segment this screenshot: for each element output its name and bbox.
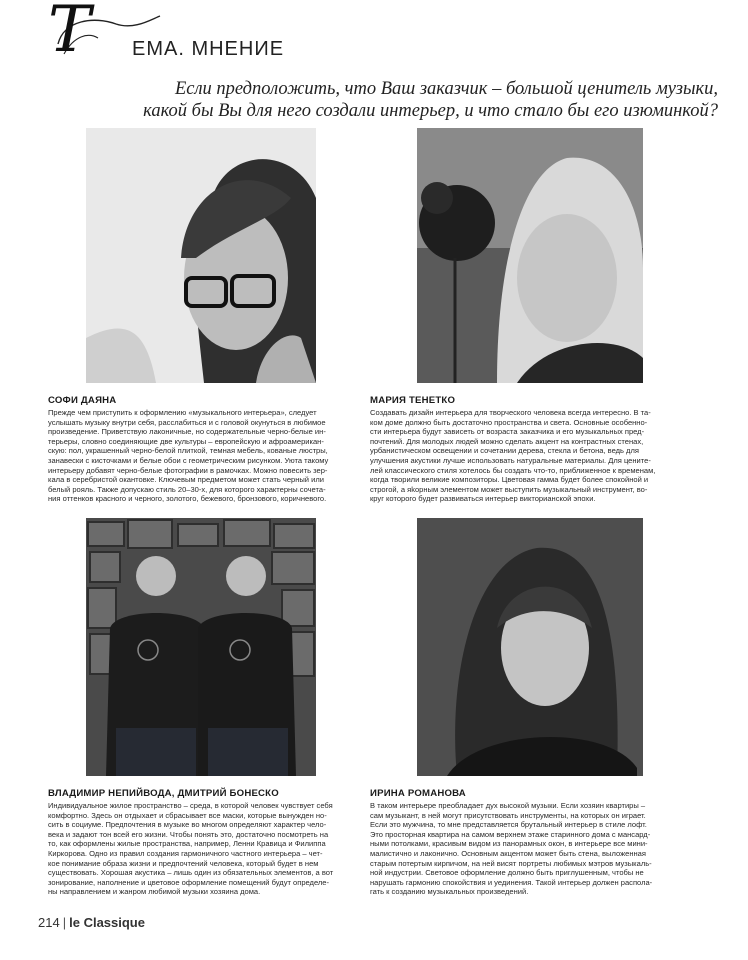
page-footer [38, 915, 145, 930]
profile-irina-romanova [370, 788, 688, 897]
profile-name: СОФИ ДАЯНА [48, 395, 117, 406]
text-line: ком доме должно быть достаточно пространства и света. Основные особенно- [370, 417, 648, 427]
text-line: занавески с кисточками и белые обои с геометрическим рисунком. Уюта такому [48, 455, 329, 465]
section-title: ЕМА. МНЕНИЕ [132, 38, 285, 60]
profile-text [370, 801, 688, 897]
text-line: зонирование, наполнение и цветовое оформление помещений будут определе- [48, 877, 330, 887]
text-line: существовать. Хорошая акустика – лишь один из обязательных элементов, а вот [48, 868, 334, 878]
footer-separator: | [62, 915, 67, 930]
text-line: Киркорова. Одно из правил создания гармоничного частного интерьера – чет- [48, 848, 323, 858]
text-line: ными потолками, красивым видом из панорамных окон, в интерьере все мини- [370, 839, 648, 849]
text-line: услышать музыку внутри себя, расслабиться и с головой окунуться в любимое [48, 417, 326, 427]
text-line: В таком интерьере преобладает дух высокой музыки. Если хозяин квартиры – [370, 801, 646, 810]
text-line: Создавать дизайн интерьера для творческого человека всегда интересно. В та- [370, 408, 651, 417]
text-line: произведение. Приветствую лаконичные, но содержательные черно-белые ин- [48, 427, 326, 437]
magazine-brand-name: Classique [83, 915, 145, 930]
question-line: Если предположить, что Ваш заказчик – большой ценитель музыки, [174, 79, 718, 99]
text-line: улучшения акустики лучше использовать натуральные материалы. Для цените- [370, 455, 651, 465]
text-line: когда творили великие композиторы. Цветовая гамма будет более спокойной и [370, 475, 649, 485]
profile-name: МАРИЯ ТЕНЕТКО [370, 395, 456, 406]
text-line: интерьеру добавят черно-белые фотографии в рамочках. Можно повесить зер- [48, 465, 328, 475]
text-line: лей классического стиля хотелось бы создать что-то, приближенное к временам, [370, 465, 656, 475]
text-line: скую: пол, украшенный черно-белой плиткой, темная мебель, кованые люстры, [48, 446, 328, 456]
text-line: Если это мужчина, то мне представляется брутальный интерьер в стиле лофт. [370, 820, 647, 830]
profile-text [48, 801, 364, 897]
text-line: строгой, а яkорным элементом может выступить музыкальный инструмент, во- [370, 484, 648, 494]
text-line: урбанистическом освещении и сочетании дерева, стекла и бетона, ведь для [370, 446, 639, 456]
question-line: какой бы Вы для него создали интерьер, и что стало бы его изюминкой? [143, 101, 718, 121]
portrait-photo-nepiyvoda-bonesko [86, 518, 316, 776]
text-line: терьеры, словно соединяющие две культуры – европейскую и афроамерикан- [48, 436, 324, 446]
text-line: Индивидуальное жилое пространство – среда, в которой человек чувствует себя [48, 801, 333, 810]
portrait-photo-maria-tenetko [417, 128, 643, 383]
text-line: гать к созданию музыкальных произведений. [370, 887, 529, 897]
profile-sofi-dayana [48, 395, 364, 504]
profile-text [370, 408, 688, 504]
text-line: нарушать гармонию спокойствия и уединения. Такой интерьер должен распола- [370, 877, 653, 887]
text-line: сить в социуме. Предпочтения в музыке во многом определяют характер чело- [48, 820, 327, 830]
portrait-photo-sofi-dayana [86, 128, 316, 383]
section-initial: Т [48, 0, 91, 67]
magazine-brand-prefix: le [69, 915, 80, 930]
profile-name: ВЛАДИМИР НЕПИЙВОДА, ДМИТРИЙ БОНЕСКО [48, 788, 279, 799]
profile-nepiyvoda-bonesko [48, 788, 364, 897]
text-line: ния оттенков красного и черного, золотого, бежевого, бронзового, коричневого. [48, 494, 327, 504]
portrait-photo-irina-romanova [417, 518, 643, 776]
profile-name: ИРИНА РОМАНОВА [370, 788, 466, 799]
profile-text [48, 408, 364, 504]
page-number: 214 [38, 915, 60, 930]
text-line: круг которого будет развиваться интерьер викторианской эпохи. [370, 494, 596, 504]
text-line: белый рояль. Также допускаю стиль 20–30-х, для которого характерны сочета- [48, 484, 326, 494]
text-line: Это просторная квартира на самом верхнем этаже старинного дома с мансард- [370, 829, 651, 839]
text-line: малистично и лаконично. Основным акцентом может быть стена, выложенная [370, 848, 646, 858]
text-line: комфортно. Здесь он отдыхает и сбрасывает все маски, которые вынужден но- [48, 810, 327, 820]
text-line: ной индустрии. Световое оформление должно быть приглушенным, чтобы не [370, 868, 644, 878]
text-line: почтений. Для молодых людей можно сделать акцент на контрастных стенах, [370, 436, 644, 446]
text-line: века и задают тон всей его жизни. Чтобы понять это, достаточно посмотреть на [48, 829, 329, 839]
interview-question [40, 78, 718, 122]
text-line: ны направлением и жанром любимой музыки хозяина дома. [48, 887, 261, 897]
section-header [48, 0, 348, 70]
profile-maria-tenetko [370, 395, 688, 504]
text-line: кала в серебристой окантовке. Ключевым предметом может стать черный или [48, 475, 324, 485]
text-line: сам музыкант, в ней могут присутствовать инструменты, на которых он играет. [370, 810, 646, 820]
text-line: то, как оформлены жилые пространства, например, Ленни Кравица и Филиппа [48, 839, 326, 849]
text-line: кое понимание образа жизни и предпочтений человека, который будет в нем [48, 858, 319, 868]
text-line: сти интерьера будут зависеть от возраста заказчика и его музыкальных пред- [370, 427, 645, 437]
text-line: старым потертым кирпичом, на ней висят портреты любимых мэтров музыкаль- [370, 858, 652, 868]
text-line: Прежде чем приступить к оформлению «музыкального интерьера», следует [48, 408, 317, 417]
